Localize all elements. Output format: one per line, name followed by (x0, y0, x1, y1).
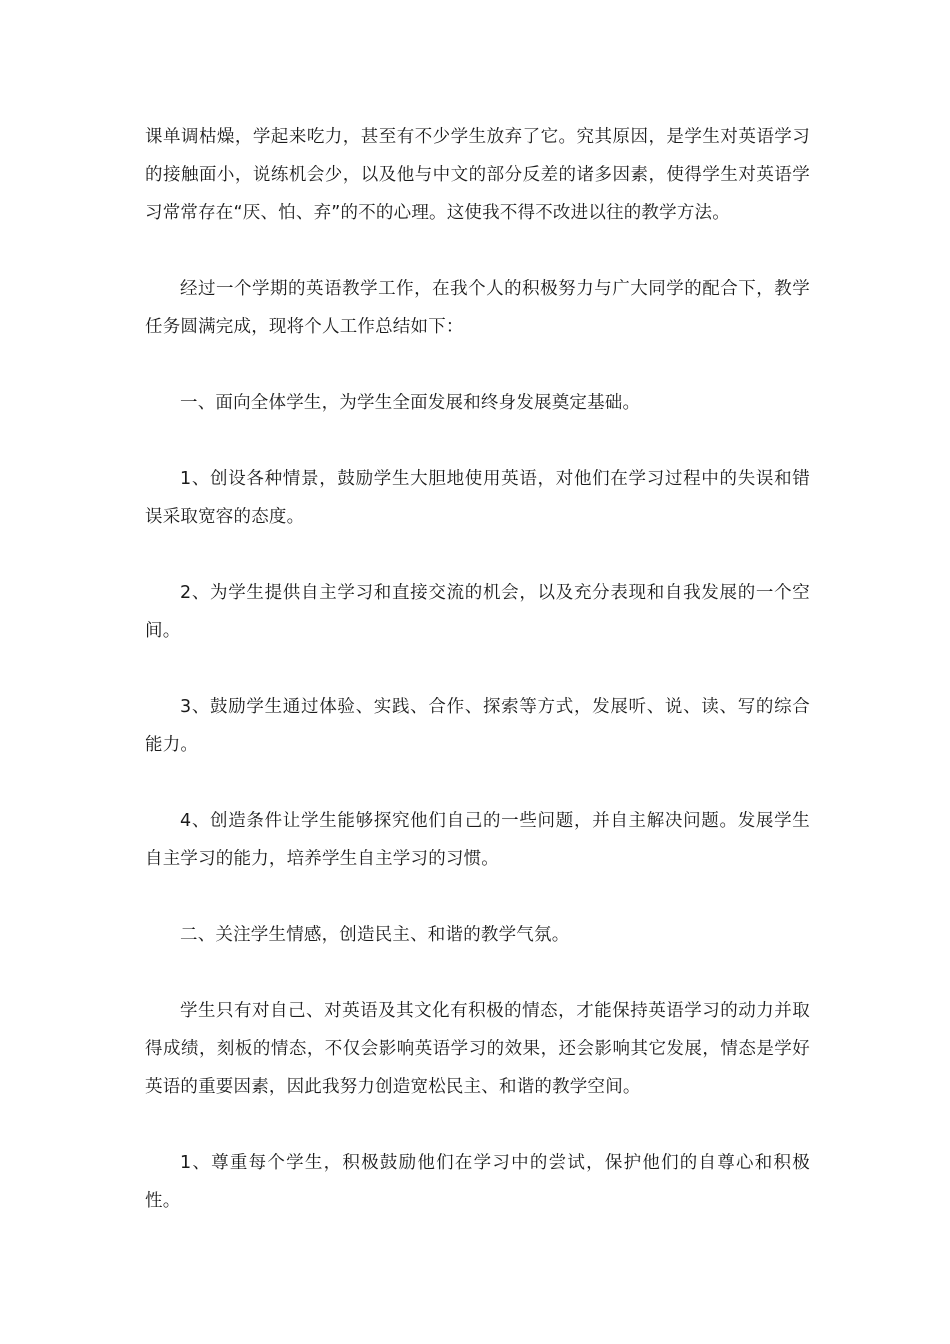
list-item-1-3: 3、鼓励学生通过体验、实践、合作、探索等方式，发展听、说、读、写的综合能力。 (145, 697, 810, 755)
list-item-2-1: 1、尊重每个学生，积极鼓励他们在学习中的尝试，保护他们的自尊心和积极性。 (145, 1153, 810, 1211)
paragraph-summary-intro: 经过一个学期的英语教学工作，在我个人的积极努力与广大同学的配合下，教学任务圆满完成，现将个人工作总结如下： (145, 279, 810, 337)
section-heading-2: 二、关注学生情感，创造民主、和谐的教学气氛。 (180, 925, 570, 945)
list-item-1-1: 1、创设各种情景，鼓励学生大胆地使用英语，对他们在学习过程中的失误和错误采取宽容的态度。 (145, 469, 810, 527)
section-heading-1: 一、面向全体学生，为学生全面发展和终身发展奠定基础。 (180, 393, 641, 413)
paragraph-emotion: 学生只有对自己、对英语及其文化有积极的情态，才能保持英语学习的动力并取得成绩，刻板的情态，不仅会影响英语学习的效果，还会影响其它发展，情态是学好英语的重要因素，因此我努力创造宽松民主、和谐的教学空间。 (145, 1001, 810, 1097)
list-item-1-2: 2、为学生提供自主学习和直接交流的机会，以及充分表现和自我发展的一个空间。 (145, 583, 810, 641)
document-body (145, 118, 810, 1258)
paragraph-intro-continued: 课单调枯燥，学起来吃力，甚至有不少学生放弃了它。究其原因，是学生对英语学习的接触面小，说练机会少，以及他与中文的部分反差的诸多因素，使得学生对英语学习常常存在“厌、怕、弃”的不的心理。这使我不得不改进以往的教学方法。 (145, 127, 810, 223)
list-item-1-4: 4、创造条件让学生能够探究他们自己的一些问题，并自主解决问题。发展学生自主学习的能力，培养学生自主学习的习惯。 (145, 811, 810, 869)
